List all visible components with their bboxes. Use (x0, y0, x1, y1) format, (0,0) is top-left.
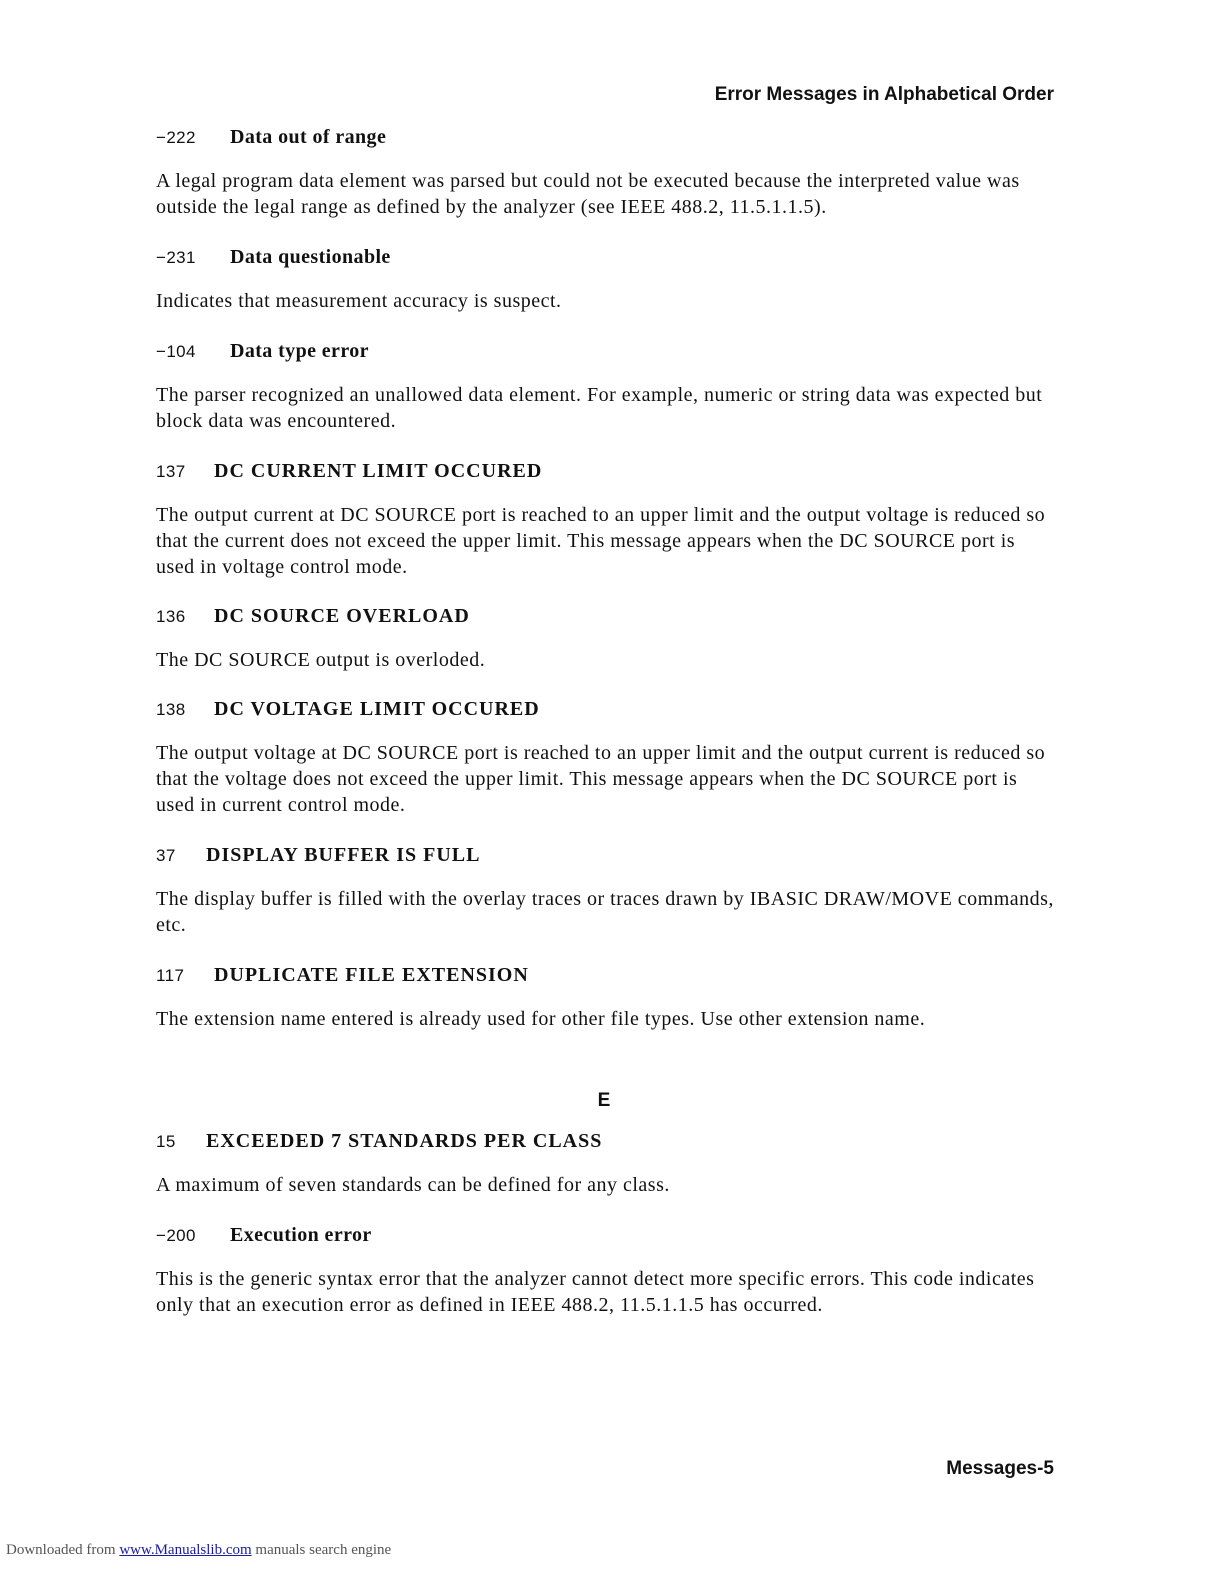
error-entry (156, 698, 1056, 818)
manualslib-link[interactable]: www.Manualslib.com (119, 1542, 252, 1558)
error-title: DC SOURCE OVERLOAD (214, 605, 470, 627)
error-code: 15 (156, 1132, 176, 1151)
error-description: A legal program data element was parsed but could not be executed because the interpreted value was outside the legal range as defined by the analyzer (see IEEE 488.2, 11.5.1.1.5). (156, 170, 1020, 218)
error-entry (156, 460, 1056, 580)
download-suffix: manuals search engine (255, 1542, 392, 1558)
error-entry (156, 126, 1056, 220)
error-description: The parser recognized an unallowed data element. For example, numeric or string data was expected but block data was encountered. (156, 384, 1043, 432)
error-title: EXCEEDED 7 STANDARDS PER CLASS (206, 1130, 603, 1152)
error-title: Execution error (230, 1224, 372, 1246)
error-entry (156, 1224, 1056, 1318)
error-entry (156, 605, 1056, 673)
error-description: The extension name entered is already used for other file types. Use other extension name. (156, 1008, 926, 1030)
error-title: DISPLAY BUFFER IS FULL (206, 844, 481, 866)
section-letter: E (597, 1090, 611, 1111)
error-title: DUPLICATE FILE EXTENSION (214, 964, 529, 986)
error-title: Data out of range (230, 126, 387, 148)
error-code: 37 (156, 846, 176, 865)
error-entry (156, 340, 1056, 434)
error-title: DC VOLTAGE LIMIT OCCURED (214, 698, 540, 720)
page-header-title: Error Messages in Alphabetical Order (714, 84, 1054, 105)
error-description: The output current at DC SOURCE port is reached to an upper limit and the output voltage is reduced so that the current does not exceed the upper limit. This message appears when the DC SOURCE port is used in voltage control mode. (156, 504, 1046, 578)
error-title: Data type error (230, 340, 369, 362)
error-description: Indicates that measurement accuracy is suspect. (156, 290, 562, 312)
download-prefix: Downloaded from (6, 1542, 116, 1558)
error-title: DC CURRENT LIMIT OCCURED (214, 460, 543, 482)
error-entry (156, 964, 1056, 1032)
download-footer (6, 1542, 391, 1559)
error-code: −222 (156, 128, 196, 147)
error-code: 137 (156, 462, 186, 481)
error-description: The DC SOURCE output is overloded. (156, 649, 486, 671)
error-code: 117 (156, 966, 185, 985)
error-entry (156, 1130, 1056, 1198)
error-entry (156, 844, 1056, 938)
error-code: 136 (156, 607, 186, 626)
error-description: The display buffer is filled with the overlay traces or traces drawn by IBASIC DRAW/MOVE commands, etc. (156, 888, 1054, 936)
error-description: This is the generic syntax error that the analyzer cannot detect more specific errors. This code indicates only that an execution error as defined in IEEE 488.2, 11.5.1.1.5 has occurred. (156, 1268, 1035, 1316)
error-code: −231 (156, 248, 196, 267)
error-code: −104 (156, 342, 196, 361)
error-code: −200 (156, 1226, 196, 1245)
error-description: The output voltage at DC SOURCE port is reached to an upper limit and the output current is reduced so that the voltage does not exceed the upper limit. This message appears when the DC SOURCE port is used in current control mode. (156, 742, 1046, 816)
error-entry (156, 246, 1056, 314)
error-code: 138 (156, 700, 186, 719)
error-title: Data questionable (230, 246, 391, 268)
error-description: A maximum of seven standards can be defined for any class. (156, 1174, 670, 1196)
page-number: Messages-5 (946, 1458, 1054, 1479)
